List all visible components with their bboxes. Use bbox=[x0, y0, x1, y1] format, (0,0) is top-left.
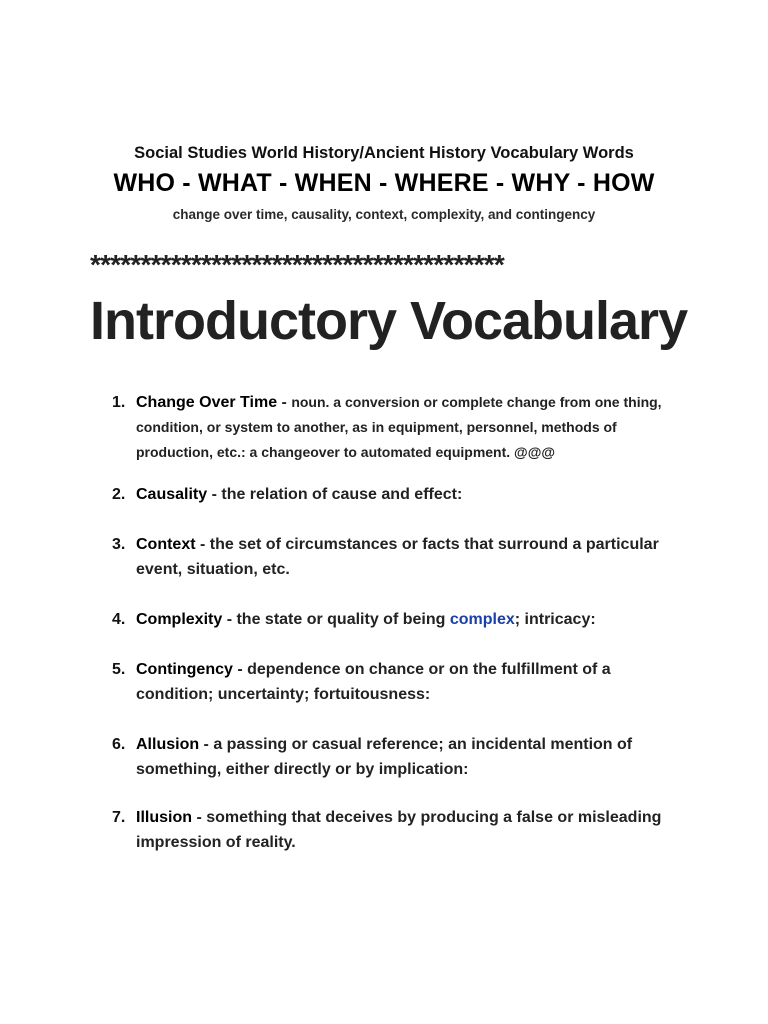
vocab-entry bbox=[136, 390, 692, 465]
complex-link[interactable]: complex bbox=[449, 611, 515, 628]
vocab-item-allusion bbox=[112, 732, 692, 782]
list-number: 5. bbox=[112, 661, 126, 678]
section-heading: Introductory Vocabulary bbox=[90, 291, 688, 351]
vocab-definition: the relation of cause and effect: bbox=[221, 486, 463, 503]
vocab-definition: the state or quality of being bbox=[236, 611, 450, 628]
vocab-definition: dependence on chance or on the fulfillment of a condition; uncertainty; fortuitousness: bbox=[136, 661, 611, 703]
vocab-definition: noun. a conversion or complete change from one thing, condition, or system to another, as in equipment, personnel, methods of production, etc.: a changeover to automated equipment. @@@ bbox=[136, 394, 662, 460]
list-number: 6. bbox=[112, 736, 126, 753]
vocab-term: Complexity bbox=[136, 611, 223, 628]
vocab-term: Context bbox=[136, 536, 196, 553]
vocab-term: Contingency bbox=[136, 661, 233, 678]
list-number: 4. bbox=[112, 611, 126, 628]
document-title: Social Studies World History/Ancient History Vocabulary Words bbox=[134, 144, 634, 162]
vocab-entry bbox=[136, 482, 692, 507]
vocab-entry bbox=[136, 805, 692, 855]
vocab-definition: the set of circumstances or facts that surround a particular event, situation, etc. bbox=[136, 536, 659, 578]
vocab-item-illusion bbox=[112, 805, 692, 855]
vocab-entry bbox=[136, 657, 692, 707]
term-separator: - bbox=[199, 736, 214, 753]
vocab-definition-end: ; intricacy: bbox=[514, 611, 596, 628]
vocab-term: Causality bbox=[136, 486, 208, 503]
list-number: 1. bbox=[112, 394, 126, 411]
term-separator: - bbox=[277, 394, 292, 411]
vocab-item-contingency bbox=[112, 657, 692, 707]
vocab-term: Allusion bbox=[136, 736, 200, 753]
term-separator: - bbox=[222, 611, 237, 628]
list-number: 2. bbox=[112, 486, 126, 503]
vocab-term: Change Over Time bbox=[136, 394, 278, 411]
term-separator: - bbox=[207, 486, 222, 503]
term-separator: - bbox=[195, 536, 210, 553]
asterisk-divider: ***************************************** bbox=[90, 250, 504, 280]
vocab-term: Illusion bbox=[136, 809, 192, 826]
term-separator: - bbox=[192, 809, 207, 826]
vocab-entry bbox=[136, 732, 692, 782]
list-number: 3. bbox=[112, 536, 126, 553]
vocab-entry bbox=[136, 532, 692, 582]
vocab-definition: a passing or casual reference; an incidental mention of something, either directly or by implication: bbox=[136, 736, 633, 778]
vocab-item-context bbox=[112, 532, 692, 582]
document-subtitle: change over time, causality, context, complexity, and contingency bbox=[172, 207, 596, 222]
vocab-item-change-over-time bbox=[112, 390, 692, 465]
vocab-item-causality bbox=[112, 482, 692, 507]
vocab-item-complexity bbox=[112, 607, 692, 632]
vocab-entry bbox=[136, 607, 692, 632]
vocab-definition: something that deceives by producing a false or misleading impression of reality. bbox=[136, 809, 662, 851]
list-number: 7. bbox=[112, 809, 126, 826]
term-separator: - bbox=[232, 661, 248, 678]
questions-banner: WHO - WHAT - WHEN - WHERE - WHY - HOW bbox=[113, 169, 655, 197]
